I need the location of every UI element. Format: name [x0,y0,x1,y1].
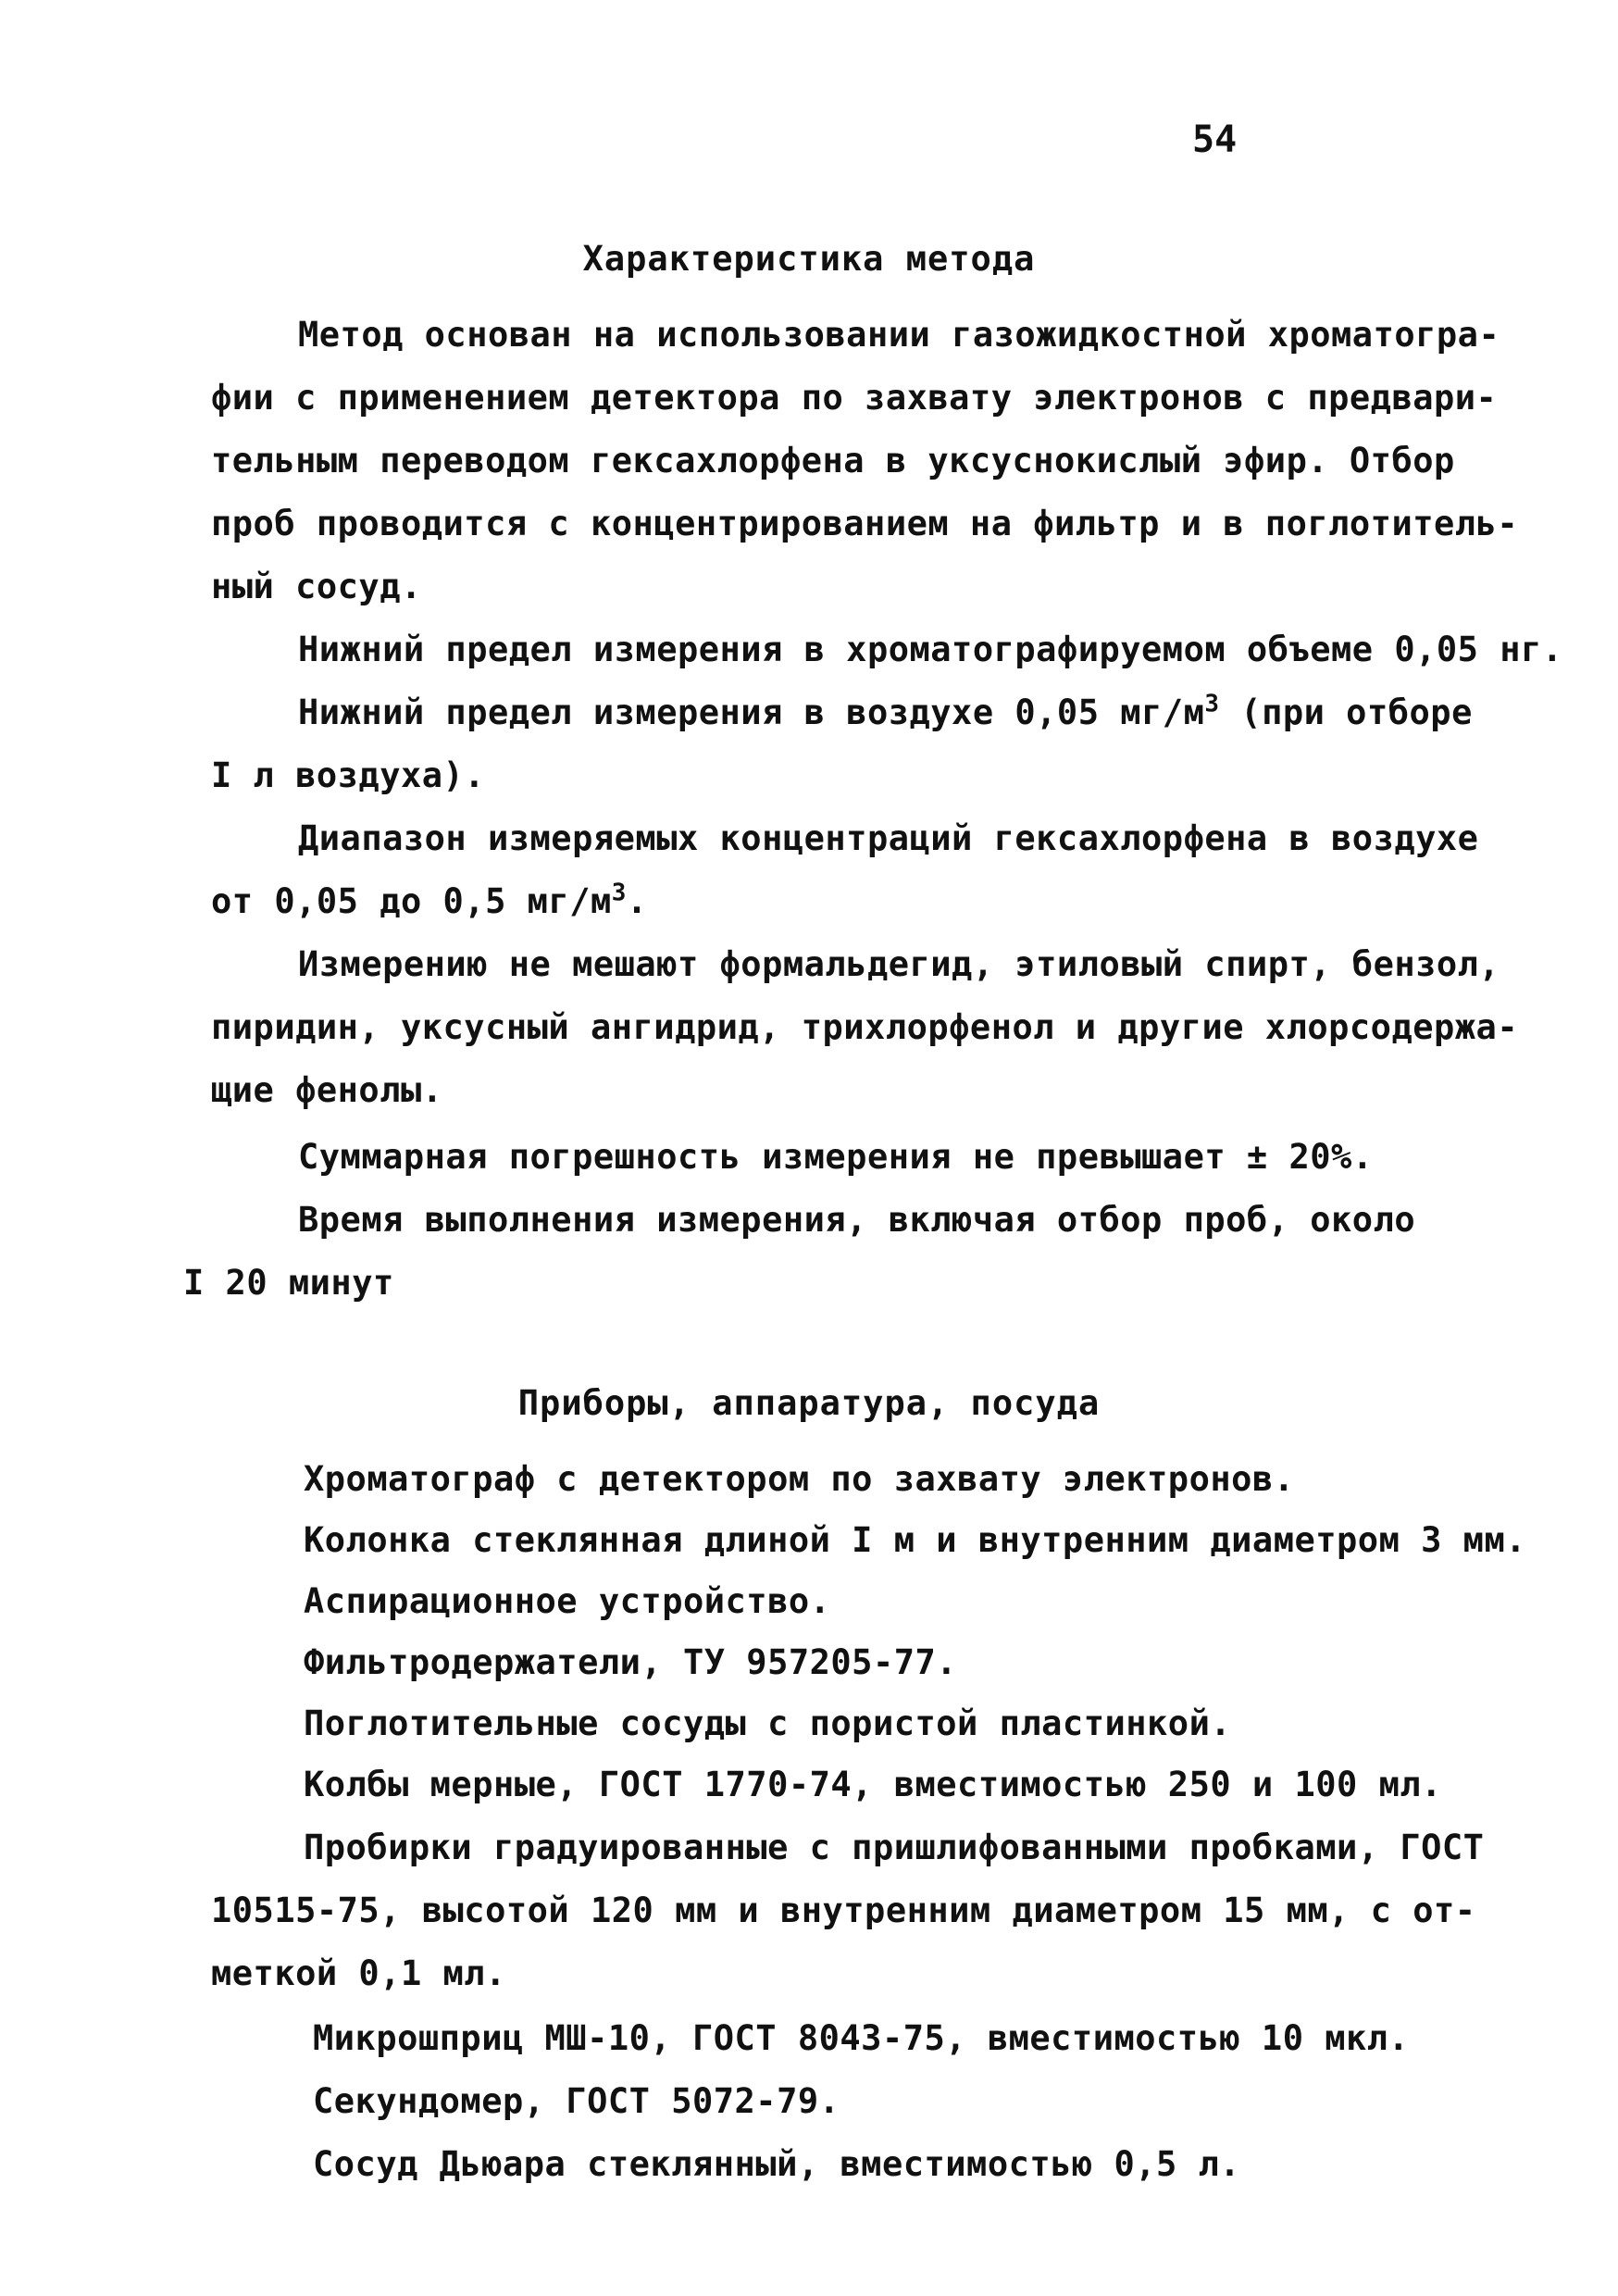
lower-limit-air-tail: (при отборе [1219,693,1473,732]
page-number: 54 [1192,119,1238,161]
equipment-item: Аспирационное устройство. [304,1581,831,1621]
equipment-item: Поглотительные сосуды с пористой пластинкой. [304,1703,1232,1743]
range-line-2-tail: . [626,881,648,921]
interference-line-1: Измерению не мешают формальдегид, этиловый спирт, бензол, [298,944,1500,984]
time-line-1: Время выполнения измерения, включая отбор проб, около [298,1200,1416,1240]
lower-limit-air [298,690,1473,732]
equipment-item: Колбы мерные, ГОСТ 1770-74, вместимостью 250 и 100 мл. [304,1765,1442,1804]
equipment-item: Колонка стеклянная длиной I м и внутренним диаметром 3 мм. [304,1520,1527,1560]
interference-line-3: щие фенолы. [211,1070,443,1110]
equipment-item: Микрошприц МШ-10, ГОСТ 8043-75, вместимостью 10 мкл. [313,2018,1410,2058]
method-line-5: ный сосуд. [211,567,422,606]
method-line-1: Метод основан на использовании газожидкостной хроматогра- [298,315,1500,355]
equipment-item: Фильтродержатели, ТУ 957205-77. [304,1642,958,1682]
method-line-4: проб проводится с концентрированием на фильтр и в поглотитель- [211,504,1519,543]
method-line-3: тельным переводом гексахлорфена в уксуснокислый эфир. Отбор [211,441,1455,480]
tubes-line-1: Пробирки градуированные с пришлифованными пробками, ГОСТ [304,1828,1485,1867]
time-line-2: I 20 минут [183,1263,394,1303]
tubes-line-3: меткой 0,1 мл. [211,1953,506,1993]
method-line-2: фии с применением детектора по захвату электронов с предвари- [211,378,1498,418]
lower-limit-air-cont: I л воздуха). [211,755,486,795]
tubes-line-2: 10515-75, высотой 120 мм и внутренним диаметром 15 мм, с от- [211,1890,1476,1930]
range-line-1: Диапазон измеряемых концентраций гексахлорфена в воздухе [298,818,1479,858]
range-line-2-sup: 3 [611,879,627,907]
section-title-method: Характеристика метода [582,239,1036,279]
equipment-item: Сосуд Дьюара стеклянный, вместимостью 0,5 л. [313,2144,1241,2184]
lower-limit-air-text: Нижний предел измерения в воздухе 0,05 мг/м [298,693,1205,732]
section-title-equipment: Приборы, аппаратура, посуда [517,1383,1101,1423]
lower-limit-air-sup: 3 [1204,690,1220,718]
interference-line-2: пиридин, уксусный ангидрид, трихлорфенол и другие хлорсодержа- [211,1007,1519,1047]
error-line: Суммарная погрешность измерения не превышает ± 20%. [298,1137,1374,1177]
range-line-2-text: от 0,05 до 0,5 мг/м [211,881,612,921]
equipment-item: Хроматограф с детектором по захвату электронов. [304,1459,1295,1499]
lower-limit-chrom: Нижний предел измерения в хроматографируемом объеме 0,05 нг. [298,630,1563,669]
equipment-item: Секундомер, ГОСТ 5072-79. [313,2081,840,2121]
range-line-2 [211,881,648,921]
